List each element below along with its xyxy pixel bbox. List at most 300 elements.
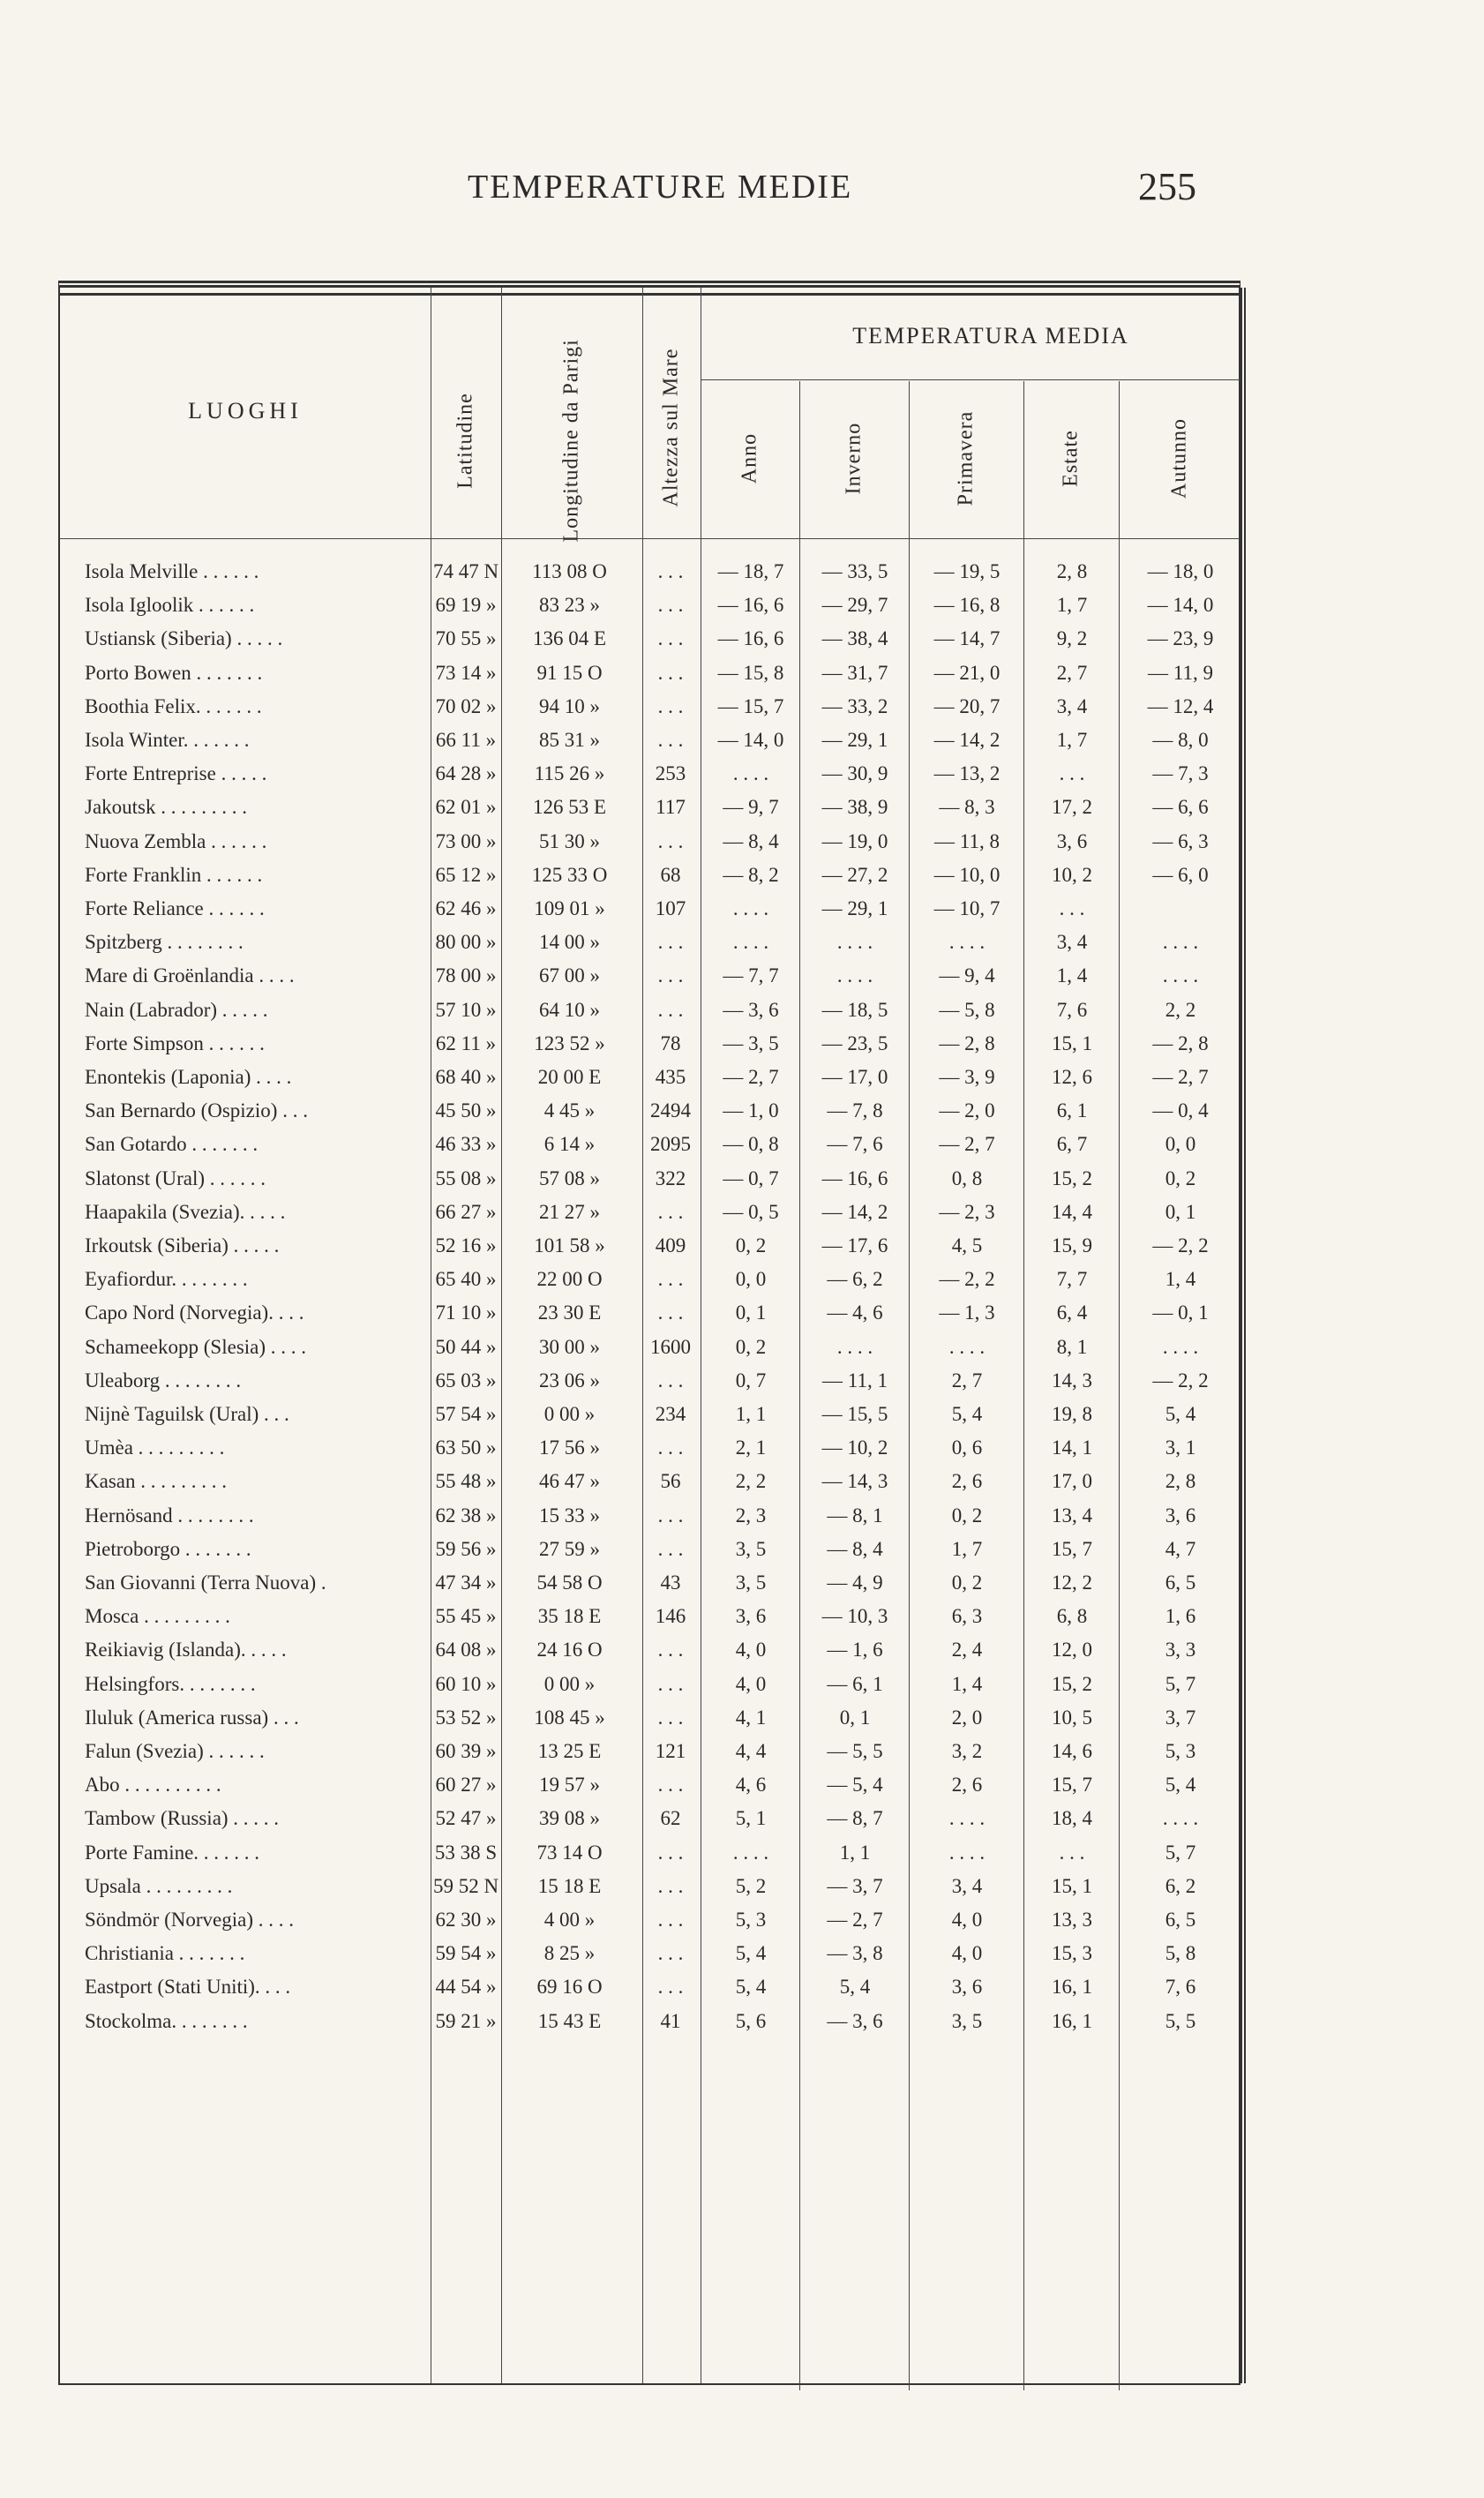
primavera-cell: 4, 5 [951, 1234, 983, 1257]
longitude-cell: 4 00 » [543, 1909, 596, 1931]
primavera-cell: 4, 0 [951, 1909, 983, 1931]
altitude-cell: 107 [655, 897, 686, 919]
col-header-primavera: Primavera [954, 410, 978, 506]
estate-cell: 16, 1 [1052, 2009, 1092, 2032]
longitude-cell: 23 06 » [539, 1369, 600, 1392]
estate-cell: 7, 7 [1056, 1268, 1088, 1291]
estate-cell: 10, 5 [1052, 1706, 1092, 1729]
anno-cell: 4, 1 [735, 1706, 767, 1729]
table-row [60, 894, 1240, 927]
estate-cell: 12, 6 [1052, 1066, 1092, 1088]
table-row [60, 1129, 1240, 1163]
primavera-cell: 2, 6 [951, 1774, 983, 1797]
anno-cell: — 0, 8 [723, 1133, 779, 1156]
table-row [60, 2007, 1240, 2040]
estate-cell: 3, 4 [1056, 694, 1088, 717]
autunno-cell: — 0, 4 [1152, 1099, 1209, 1122]
anno-cell: — 1, 0 [723, 1099, 779, 1122]
table-row [60, 759, 1240, 792]
place-name: Enontekis (Laponia) . . . . [85, 1066, 292, 1088]
latitude-cell: 73 14 » [435, 661, 497, 684]
col-header-anno: Anno [738, 432, 761, 484]
table-row [60, 1197, 1240, 1231]
table-row [60, 995, 1240, 1029]
place-name: Spitzberg . . . . . . . . [85, 931, 244, 954]
table-row [60, 1231, 1240, 1264]
table-row [60, 658, 1240, 692]
inverno-cell: — 17, 6 [821, 1234, 888, 1257]
anno-cell: — 3, 5 [723, 1031, 779, 1054]
place-name: San Giovanni (Terra Nuova) . [85, 1572, 326, 1594]
place-name: Abo . . . . . . . . . . [85, 1774, 221, 1797]
primavera-cell: 3, 5 [951, 2009, 983, 2032]
latitude-cell: 64 08 » [435, 1639, 497, 1662]
estate-cell: 12, 0 [1052, 1639, 1092, 1662]
place-name: Umèa . . . . . . . . . [85, 1437, 225, 1459]
altitude-cell: . . . [657, 1639, 684, 1662]
estate-cell: 14, 3 [1052, 1369, 1092, 1392]
primavera-cell: — 3, 9 [939, 1066, 995, 1088]
latitude-cell: 70 02 » [435, 694, 497, 717]
anno-cell: — 0, 7 [723, 1166, 779, 1189]
table-row [60, 1568, 1240, 1602]
anno-cell: 0, 1 [735, 1302, 767, 1324]
anno-cell: 3, 6 [735, 1605, 767, 1628]
table-row [60, 792, 1240, 826]
primavera-cell: 2, 0 [951, 1706, 983, 1729]
latitude-cell: 55 45 » [435, 1605, 497, 1628]
longitude-cell: 83 23 » [539, 594, 600, 617]
estate-cell: 14, 4 [1052, 1200, 1092, 1223]
anno-cell: — 15, 8 [717, 661, 784, 684]
inverno-cell: — 31, 7 [821, 661, 888, 684]
longitude-cell: 108 45 » [534, 1706, 605, 1729]
altitude-cell: . . . [657, 1672, 684, 1695]
primavera-cell: 0, 6 [951, 1437, 983, 1459]
latitude-cell: 70 55 » [435, 627, 497, 650]
primavera-cell: . . . . [948, 931, 986, 954]
latitude-cell: 62 01 » [435, 796, 497, 819]
autunno-cell: 5, 8 [1165, 1942, 1196, 1965]
estate-cell: 17, 2 [1052, 796, 1092, 819]
longitude-cell: 30 00 » [539, 1335, 600, 1358]
estate-cell: 15, 2 [1052, 1672, 1092, 1695]
table-row [60, 1602, 1240, 1635]
autunno-cell: — 2, 7 [1152, 1066, 1209, 1088]
latitude-cell: 57 10 » [435, 998, 497, 1021]
primavera-cell: 0, 2 [951, 1504, 983, 1527]
latitude-cell: 46 33 » [435, 1133, 497, 1156]
inverno-cell: — 23, 5 [821, 1031, 888, 1054]
inverno-cell: 1, 1 [839, 1841, 871, 1864]
longitude-cell: 8 25 » [543, 1942, 596, 1965]
latitude-cell: 60 10 » [435, 1672, 497, 1695]
longitude-cell: 91 15 O [536, 661, 603, 684]
place-name: Upsala . . . . . . . . . [85, 1874, 233, 1897]
longitude-cell: 15 18 E [537, 1874, 602, 1897]
anno-cell: . . . . [732, 931, 769, 954]
primavera-cell: 0, 2 [951, 1572, 983, 1594]
anno-cell: 0, 2 [735, 1335, 767, 1358]
anno-cell: 2, 1 [735, 1437, 767, 1459]
anno-cell: 5, 2 [735, 1874, 767, 1897]
inverno-cell: — 29, 7 [821, 594, 888, 617]
place-name: Eastport (Stati Uniti). . . . [85, 1976, 291, 1999]
latitude-cell: 78 00 » [435, 964, 497, 987]
place-name: Söndmör (Norvegia) . . . . [85, 1909, 294, 1931]
longitude-cell: 15 33 » [539, 1504, 600, 1527]
primavera-cell: — 14, 7 [933, 627, 1001, 650]
table-row [60, 1366, 1240, 1399]
autunno-cell: — 2, 8 [1152, 1031, 1209, 1054]
anno-cell: 2, 2 [735, 1470, 767, 1493]
primavera-cell: — 2, 7 [939, 1133, 995, 1156]
altitude-cell: 435 [655, 1066, 686, 1088]
anno-cell: — 16, 6 [717, 594, 784, 617]
place-name: Capo Nord (Norvegia). . . . [85, 1302, 304, 1324]
place-name: Nain (Labrador) . . . . . [85, 998, 268, 1021]
altitude-cell: . . . [657, 1268, 684, 1291]
autunno-cell: . . . . [1162, 1335, 1199, 1358]
inverno-cell: — 3, 8 [827, 1942, 883, 1965]
anno-cell: 5, 1 [735, 1807, 767, 1830]
longitude-cell: 19 57 » [539, 1774, 600, 1797]
altitude-cell: . . . [657, 1437, 684, 1459]
longitude-cell: 64 10 » [539, 998, 600, 1021]
longitude-cell: 14 00 » [539, 931, 600, 954]
table-row [60, 557, 1240, 590]
altitude-cell: . . . [657, 1706, 684, 1729]
inverno-cell: — 29, 1 [821, 729, 888, 751]
latitude-cell: 53 38 S [434, 1841, 498, 1864]
anno-cell: — 8, 4 [723, 829, 779, 852]
longitude-cell: 24 16 O [536, 1639, 603, 1662]
estate-cell: 10, 2 [1052, 863, 1092, 886]
altitude-cell: . . . [657, 1200, 684, 1223]
place-name: Uleaborg . . . . . . . . [85, 1369, 242, 1392]
place-name: Forte Franklin . . . . . . [85, 863, 263, 886]
anno-cell: 4, 0 [735, 1639, 767, 1662]
inverno-cell: — 33, 5 [821, 560, 888, 582]
page-title: TEMPERATURE MEDIE [468, 169, 853, 206]
longitude-cell: 21 27 » [539, 1200, 600, 1223]
table-row [60, 1534, 1240, 1568]
longitude-cell: 13 25 E [537, 1740, 602, 1762]
inverno-cell: . . . . [836, 964, 873, 987]
table-row [60, 1062, 1240, 1096]
primavera-cell: 2, 4 [951, 1639, 983, 1662]
estate-cell: 6, 4 [1056, 1302, 1088, 1324]
place-name: Nuova Zembla . . . . . . [85, 829, 267, 852]
estate-cell: 1, 7 [1056, 729, 1088, 751]
primavera-cell: — 10, 0 [933, 863, 1001, 886]
col-group-temperatura-media: TEMPERATURA MEDIA [852, 323, 1129, 349]
estate-cell: 1, 4 [1056, 964, 1088, 987]
anno-cell: — 3, 6 [723, 998, 779, 1021]
col-header-inverno: Inverno [842, 422, 866, 495]
autunno-cell: 5, 5 [1165, 2009, 1196, 2032]
latitude-cell: 60 27 » [435, 1774, 497, 1797]
estate-cell: 16, 1 [1052, 1976, 1092, 1999]
primavera-cell: — 10, 7 [933, 897, 1001, 919]
estate-cell: 12, 2 [1052, 1572, 1092, 1594]
latitude-cell: 62 11 » [435, 1031, 497, 1054]
latitude-cell: 55 48 » [435, 1470, 497, 1493]
estate-cell: 18, 4 [1052, 1807, 1092, 1830]
latitude-cell: 50 44 » [435, 1335, 497, 1358]
autunno-cell: 6, 2 [1165, 1874, 1196, 1897]
altitude-cell: 2494 [650, 1099, 691, 1122]
anno-cell: 0, 2 [735, 1234, 767, 1257]
longitude-cell: 57 08 » [539, 1166, 600, 1189]
estate-cell: 15, 2 [1052, 1166, 1092, 1189]
table-row [60, 692, 1240, 725]
autunno-cell: 5, 4 [1165, 1403, 1196, 1425]
autunno-cell: 5, 7 [1165, 1841, 1196, 1864]
place-name: Boothia Felix. . . . . . . [85, 694, 262, 717]
inverno-cell: — 4, 6 [827, 1302, 883, 1324]
place-name: San Bernardo (Ospizio) . . . [85, 1099, 308, 1122]
inverno-cell: . . . . [836, 931, 873, 954]
estate-cell: 2, 7 [1056, 661, 1088, 684]
autunno-cell: 5, 7 [1165, 1672, 1196, 1695]
primavera-cell: . . . . [948, 1335, 986, 1358]
inverno-cell: — 5, 5 [827, 1740, 883, 1762]
primavera-cell: — 2, 3 [939, 1200, 995, 1223]
place-name: Kasan . . . . . . . . . [85, 1470, 227, 1493]
place-name: Porte Famine. . . . . . . [85, 1841, 260, 1864]
table-row [60, 1804, 1240, 1837]
latitude-cell: 45 50 » [435, 1099, 497, 1122]
primavera-cell: 2, 7 [951, 1369, 983, 1392]
inverno-cell: — 6, 2 [827, 1268, 883, 1291]
inverno-cell: — 38, 4 [821, 627, 888, 650]
place-name: Stockolma. . . . . . . . [85, 2009, 248, 2032]
primavera-cell: 2, 6 [951, 1470, 983, 1493]
altitude-cell: 68 [660, 863, 681, 886]
table-row [60, 1872, 1240, 1905]
autunno-cell: 3, 3 [1165, 1639, 1196, 1662]
inverno-cell: — 38, 9 [821, 796, 888, 819]
primavera-cell: — 1, 3 [939, 1302, 995, 1324]
longitude-cell: 0 00 » [543, 1672, 596, 1695]
primavera-cell: 4, 0 [951, 1942, 983, 1965]
longitude-cell: 35 18 E [537, 1605, 602, 1628]
longitude-cell: 54 58 O [536, 1572, 603, 1594]
longitude-cell: 94 10 » [539, 694, 600, 717]
latitude-cell: 71 10 » [435, 1302, 497, 1324]
table-row [60, 1096, 1240, 1129]
autunno-cell: 3, 1 [1165, 1437, 1196, 1459]
inverno-cell: — 11, 1 [822, 1369, 888, 1392]
table-row [60, 1029, 1240, 1062]
autunno-cell: 2, 2 [1165, 998, 1196, 1021]
table-row [60, 1298, 1240, 1332]
longitude-cell: 67 00 » [539, 964, 600, 987]
altitude-cell: 322 [655, 1166, 686, 1189]
estate-cell: 2, 8 [1056, 560, 1088, 582]
table-row [60, 961, 1240, 994]
place-name: Mare di Groënlandia . . . . [85, 964, 295, 987]
longitude-cell: 22 00 O [536, 1268, 603, 1291]
estate-cell: 3, 4 [1056, 931, 1088, 954]
autunno-cell: 7, 6 [1165, 1976, 1196, 1999]
table-row [60, 1635, 1240, 1669]
anno-cell: — 7, 7 [723, 964, 779, 987]
anno-cell: 5, 4 [735, 1942, 767, 1965]
autunno-cell: 2, 8 [1165, 1470, 1196, 1493]
estate-cell: 1, 7 [1056, 594, 1088, 617]
autunno-cell: — 6, 0 [1152, 863, 1209, 886]
autunno-cell: 3, 7 [1165, 1706, 1196, 1729]
altitude-cell: . . . [657, 964, 684, 987]
altitude-cell: 2095 [650, 1133, 691, 1156]
estate-cell: 6, 8 [1056, 1605, 1088, 1628]
longitude-cell: 15 43 E [537, 2009, 602, 2032]
place-name: Falun (Svezia) . . . . . . [85, 1740, 265, 1762]
primavera-cell: — 11, 8 [934, 829, 1000, 852]
anno-cell: 4, 4 [735, 1740, 767, 1762]
table-row [60, 1332, 1240, 1366]
estate-cell: 3, 6 [1056, 829, 1088, 852]
altitude-cell: . . . [657, 1976, 684, 1999]
primavera-cell: 6, 3 [951, 1605, 983, 1628]
autunno-cell: 0, 1 [1165, 1200, 1196, 1223]
estate-cell: 15, 9 [1052, 1234, 1092, 1257]
table-row [60, 1737, 1240, 1770]
estate-cell: 6, 1 [1056, 1099, 1088, 1122]
inverno-cell: — 2, 7 [827, 1909, 883, 1931]
altitude-cell: . . . [657, 594, 684, 617]
autunno-cell: 3, 6 [1165, 1504, 1196, 1527]
primavera-cell: — 2, 0 [939, 1099, 995, 1122]
col-header-luoghi: LUOGHI [188, 398, 303, 424]
autunno-cell: — 11, 9 [1148, 661, 1213, 684]
primavera-cell: — 5, 8 [939, 998, 995, 1021]
altitude-cell: . . . [657, 1874, 684, 1897]
anno-cell: 5, 3 [735, 1909, 767, 1931]
latitude-cell: 80 00 » [435, 931, 497, 954]
autunno-cell: — 6, 6 [1152, 796, 1209, 819]
inverno-cell: — 8, 4 [827, 1537, 883, 1560]
estate-cell: . . . [1059, 897, 1085, 919]
altitude-cell: 62 [660, 1807, 681, 1830]
altitude-cell: 234 [655, 1403, 686, 1425]
anno-cell: — 16, 6 [717, 627, 784, 650]
table-row [60, 1972, 1240, 2006]
anno-cell: — 18, 7 [717, 560, 784, 582]
anno-cell: — 2, 7 [723, 1066, 779, 1088]
longitude-cell: 73 14 O [536, 1841, 603, 1864]
table-row [60, 725, 1240, 759]
table-row [60, 860, 1240, 894]
latitude-cell: 66 11 » [435, 729, 497, 751]
altitude-cell: 1600 [650, 1335, 691, 1358]
autunno-cell: 5, 4 [1165, 1774, 1196, 1797]
latitude-cell: 59 21 » [435, 2009, 497, 2032]
anno-cell: — 9, 7 [723, 796, 779, 819]
primavera-cell: 1, 4 [951, 1672, 983, 1695]
autunno-cell: — 6, 3 [1152, 829, 1209, 852]
table-row [60, 827, 1240, 860]
latitude-cell: 59 56 » [435, 1537, 497, 1560]
primavera-cell: — 2, 8 [939, 1031, 995, 1054]
place-name: Jakoutsk . . . . . . . . . [85, 796, 247, 819]
latitude-cell: 74 47 N [432, 560, 499, 582]
place-name: Schameekopp (Slesia) . . . . [85, 1335, 307, 1358]
longitude-cell: 101 58 » [534, 1234, 605, 1257]
altitude-cell: . . . [657, 661, 684, 684]
inverno-cell: — 14, 2 [821, 1200, 888, 1223]
autunno-cell: — 2, 2 [1152, 1234, 1209, 1257]
longitude-cell: 6 14 » [543, 1133, 596, 1156]
autunno-cell: — 0, 1 [1152, 1302, 1209, 1324]
anno-cell: 5, 4 [735, 1976, 767, 1999]
autunno-cell: — 8, 0 [1152, 729, 1209, 751]
latitude-cell: 57 54 » [435, 1403, 497, 1425]
autunno-cell: 0, 2 [1165, 1166, 1196, 1189]
anno-cell: 4, 0 [735, 1672, 767, 1695]
latitude-cell: 52 47 » [435, 1807, 497, 1830]
inverno-cell: — 6, 1 [827, 1672, 883, 1695]
place-name: Isola Igloolik . . . . . . [85, 594, 255, 617]
place-name: Forte Entreprise . . . . . [85, 762, 267, 785]
latitude-cell: 47 34 » [435, 1572, 497, 1594]
anno-cell: 2, 3 [735, 1504, 767, 1527]
estate-cell: 7, 6 [1056, 998, 1088, 1021]
col-header-longitudine: Longitudine da Parigi [559, 339, 583, 543]
primavera-cell: 1, 7 [951, 1537, 983, 1560]
estate-cell: . . . [1059, 762, 1085, 785]
inverno-cell: — 10, 2 [821, 1437, 888, 1459]
autunno-cell: . . . . [1162, 931, 1199, 954]
primavera-cell: . . . . [948, 1841, 986, 1864]
inverno-cell: — 27, 2 [821, 863, 888, 886]
estate-cell: 9, 2 [1056, 627, 1088, 650]
inverno-cell: — 7, 8 [827, 1099, 883, 1122]
latitude-cell: 66 27 » [435, 1200, 497, 1223]
autunno-cell: — 12, 4 [1147, 694, 1214, 717]
place-name: Ustiansk (Siberia) . . . . . [85, 627, 283, 650]
primavera-cell: — 13, 2 [933, 762, 1001, 785]
estate-cell: . . . [1059, 1841, 1085, 1864]
longitude-cell: 46 47 » [539, 1470, 600, 1493]
longitude-cell: 109 01 » [534, 897, 605, 919]
inverno-cell: — 8, 7 [827, 1807, 883, 1830]
longitude-cell: 126 53 E [532, 796, 607, 819]
primavera-cell: 3, 2 [951, 1740, 983, 1762]
table-row [60, 1501, 1240, 1534]
inverno-cell: — 5, 4 [827, 1774, 883, 1797]
autunno-cell: . . . . [1162, 964, 1199, 987]
altitude-cell: 253 [655, 762, 686, 785]
inverno-cell: — 4, 9 [827, 1572, 883, 1594]
place-name: Mosca . . . . . . . . . [85, 1605, 230, 1628]
table-row [60, 1703, 1240, 1737]
anno-cell: — 15, 7 [717, 694, 784, 717]
altitude-cell: 43 [660, 1572, 681, 1594]
estate-cell: 13, 4 [1052, 1504, 1092, 1527]
place-name: Reikiavig (Islanda). . . . . [85, 1639, 287, 1662]
place-name: Isola Winter. . . . . . . [85, 729, 250, 751]
longitude-cell: 125 33 O [531, 863, 608, 886]
altitude-cell: . . . [657, 1774, 684, 1797]
col-header-latitudine: Latitudine [453, 393, 477, 489]
primavera-cell: — 9, 4 [939, 964, 995, 987]
latitude-cell: 59 54 » [435, 1942, 497, 1965]
place-name: Eyafiordur. . . . . . . . [85, 1268, 248, 1291]
place-name: Nijnè Taguilsk (Ural) . . . [85, 1403, 289, 1425]
